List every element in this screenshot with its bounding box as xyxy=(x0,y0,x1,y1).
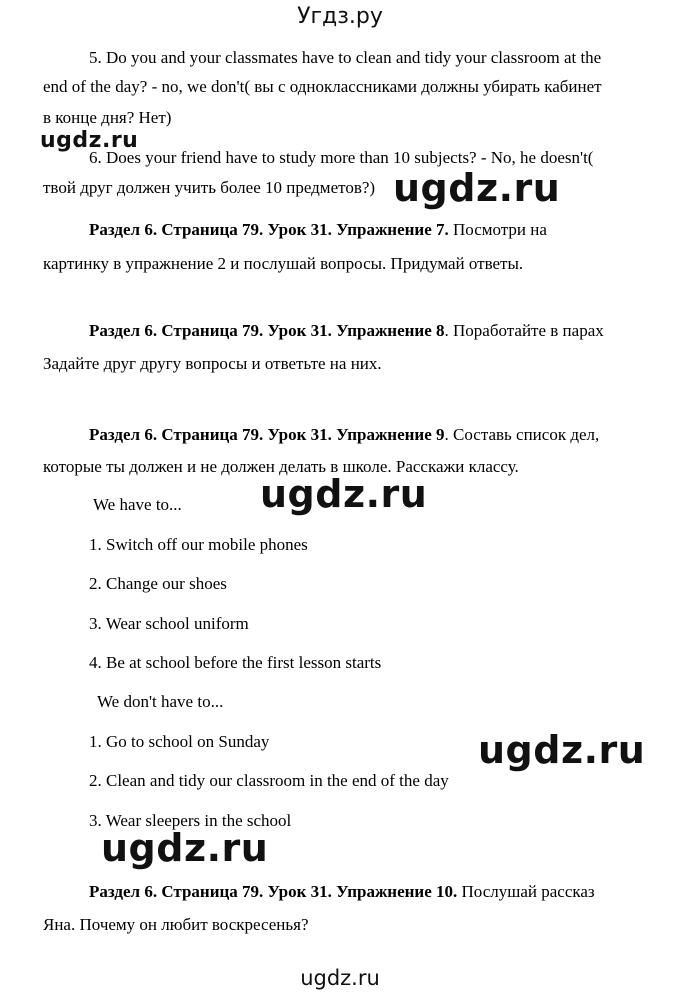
item5-line1: 5. Do you and your classmates have to clean and tidy your classroom at the xyxy=(89,48,602,67)
watermark: ugdz.ru xyxy=(478,728,646,772)
item5-line3: в конце дня? Нет) xyxy=(43,108,172,127)
item6-line2: твой друг должен учить более 10 предметов?) xyxy=(43,178,376,197)
have-to-label: We have to... xyxy=(93,495,182,514)
ex8-heading: Раздел 6. Страница 79. Урок 31. Упражнение 8 xyxy=(89,321,445,340)
ex8-line1 xyxy=(89,321,604,341)
ex10-line2: Яна. Почему он любит воскресенья? xyxy=(43,915,309,934)
watermark: ugdz.ru xyxy=(40,128,139,153)
ex7-heading: Раздел 6. Страница 79. Урок 31. Упражнение 7. xyxy=(89,220,449,239)
site-footer: ugdz.ru xyxy=(300,966,380,990)
ex7-text: Посмотри на xyxy=(448,220,547,239)
ex9-line1 xyxy=(89,425,599,445)
item5-line2: end of the day? - no, we don't( вы с одноклассниками должны убирать кабинет xyxy=(43,77,602,96)
ex7-line2: картинку в упражнение 2 и послушай вопросы. Придумай ответы. xyxy=(43,254,524,273)
ex7-line1 xyxy=(89,220,547,240)
ex9-text: . Составь список дел, xyxy=(444,425,600,444)
have-to-item: 4. Be at school before the first lesson starts xyxy=(89,653,382,672)
ex10-line1 xyxy=(89,882,595,902)
ex8-text: . Поработайте в парах xyxy=(444,321,604,340)
have-to-item: 1. Switch off our mobile phones xyxy=(89,535,308,554)
item6-line1: 6. Does your friend have to study more than 10 subjects? - No, he doesn't( xyxy=(89,148,594,167)
dont-have-to-label: We don't have to... xyxy=(97,692,224,711)
ex10-heading: Раздел 6. Страница 79. Урок 31. Упражнение 10. xyxy=(89,882,458,901)
watermark: ugdz.ru xyxy=(101,826,269,870)
watermark: ugdz.ru xyxy=(260,472,428,516)
ex10-text: Послушай рассказ xyxy=(457,882,595,901)
ex9-heading: Раздел 6. Страница 79. Урок 31. Упражнение 9 xyxy=(89,425,445,444)
ex9-line2: которые ты должен и не должен делать в школе. Расскажи классу. xyxy=(43,457,519,476)
dont-have-to-item: 3. Wear sleepers in the school xyxy=(89,811,292,830)
watermark: ugdz.ru xyxy=(393,166,561,210)
dont-have-to-item: 2. Clean and tidy our classroom in the end of the day xyxy=(89,771,449,790)
site-title: Угдз.ру xyxy=(297,4,383,29)
have-to-item: 3. Wear school uniform xyxy=(89,614,249,633)
have-to-item: 2. Change our shoes xyxy=(89,574,227,593)
dont-have-to-item: 1. Go to school on Sunday xyxy=(89,732,270,751)
ex8-line2: Задайте друг другу вопросы и ответьте на них. xyxy=(43,354,382,373)
